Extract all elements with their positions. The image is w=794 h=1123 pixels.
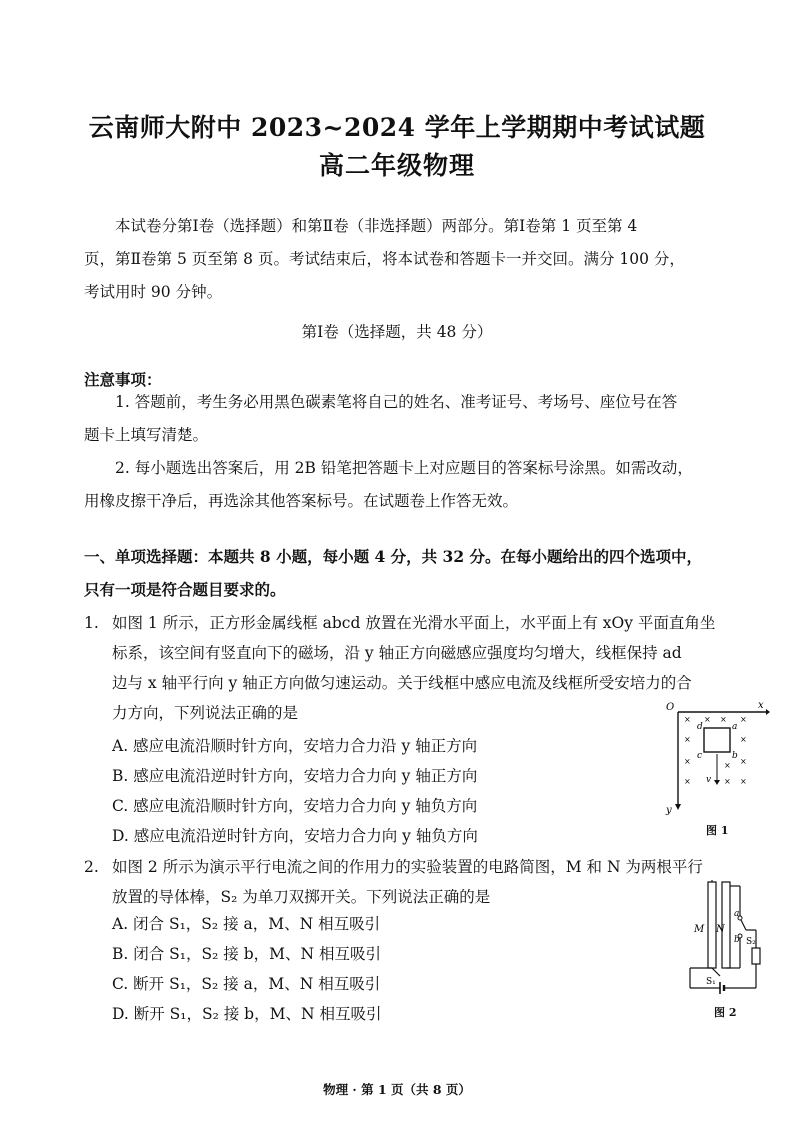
figure-2-switch-s2 xyxy=(741,920,746,930)
figure-2-caption: 图 2 xyxy=(714,1006,737,1019)
field-cross: × xyxy=(720,715,727,724)
page-footer: 物理 · 第 1 页（共 8 页） xyxy=(323,1082,471,1097)
figure-1-y-arrow xyxy=(675,804,681,810)
question-2-option-a: A. 闭合 S₁，S₂ 接 a，M、N 相互吸引 xyxy=(112,915,381,933)
notice-item-2-line-2: 用橡皮擦干净后，再选涂其他答案标号。在试题卷上作答无效。 xyxy=(84,492,519,510)
question-2-line-1: 如图 2 所示为演示平行电流之间的作用力的实验装置的电路简图，M 和 N 为两根平行 xyxy=(112,858,703,876)
notice-item-1-line-1: 1. 答题前，考生务必用黑色碳素笔将自己的姓名、准考证号、考场号、座位号在答 xyxy=(115,393,678,411)
field-cross: × xyxy=(740,777,747,786)
figure-1-diagram xyxy=(660,700,770,820)
figure-2-circuit xyxy=(684,880,770,998)
question-1-option-c: C. 感应电流沿顺时针方向，安培力合力向 y 轴负方向 xyxy=(112,797,478,815)
field-cross: × xyxy=(684,777,691,786)
figure-2-label-n: N xyxy=(716,924,725,935)
field-cross: × xyxy=(740,757,747,766)
figure-1-x-arrow xyxy=(766,709,770,715)
field-cross: × xyxy=(684,735,691,744)
intro-line-2: 页，第Ⅱ卷第 5 页至第 8 页。考试结束后，将本试卷和答题卡一并交回。满分 100 分， xyxy=(84,250,685,268)
field-cross: × xyxy=(740,735,747,744)
field-cross: × xyxy=(724,761,731,770)
field-cross: × xyxy=(704,715,711,724)
figure-1-label-v: v xyxy=(706,775,712,785)
question-1-line-1: 如图 1 所示，正方形金属线框 abcd 放置在光滑水平面上，水平面上有 xOy 平面直角坐 xyxy=(112,614,716,632)
question-1-option-a: A. 感应电流沿顺时针方向，安培力合力沿 y 轴正方向 xyxy=(112,737,478,755)
figure-2-rod-m xyxy=(708,882,716,968)
figure-1-square-frame xyxy=(704,728,730,752)
question-2-line-2: 放置的导体棒，S₂ 为单刀双掷开关。下列说法正确的是 xyxy=(112,888,491,906)
question-2-option-b: B. 闭合 S₁，S₂ 接 b，M、N 相互吸引 xyxy=(112,945,381,963)
section-heading: 第Ⅰ卷（选择题，共 48 分） xyxy=(301,323,493,341)
notice-item-2-line-1: 2. 每小题选出答案后，用 2B 铅笔把答题卡上对应题目的答案标号涂黑。如需改动， xyxy=(115,459,693,477)
figure-1-label-b: b xyxy=(732,751,738,761)
figure-2-label-a: a xyxy=(734,909,740,919)
field-cross: × xyxy=(740,715,747,724)
question-2-option-d: D. 断开 S₁，S₂ 接 b，M、N 相互吸引 xyxy=(112,1005,382,1023)
figure-1-velocity-arrowhead xyxy=(714,780,720,785)
question-2-stem xyxy=(112,852,768,912)
question-2 xyxy=(84,852,768,912)
question-2-number: 2. xyxy=(84,858,99,876)
field-cross: × xyxy=(724,777,731,786)
figure-1-label-c: c xyxy=(697,751,703,761)
question-1-line-3: 边与 x 轴平行向 y 轴正方向做匀速运动。关于线框中感应电流及线框所受安培力的合 xyxy=(112,674,692,692)
figure-1-label-x: x xyxy=(758,700,764,711)
notice-item-1-line-2: 题卡上填写清楚。 xyxy=(84,426,209,444)
figure-2-resistor xyxy=(752,948,760,964)
field-cross: × xyxy=(684,715,691,724)
figure-1-label-d: d xyxy=(697,722,703,732)
question-1-number: 1. xyxy=(84,614,99,632)
figure-2-label-m: M xyxy=(694,924,705,935)
question-1-option-b: B. 感应电流沿逆时针方向，安培力合力向 y 轴正方向 xyxy=(112,767,478,785)
exam-subtitle: 高二年级物理 xyxy=(318,151,475,180)
figure-1-label-a: a xyxy=(732,722,738,732)
figure-2-switch-s1 xyxy=(712,968,720,976)
question-1-line-2: 标系，该空间有竖直向下的磁场，沿 y 轴正方向磁感应强度均匀增大，线框保持 ad xyxy=(112,644,682,662)
figure-1-caption: 图 1 xyxy=(706,824,729,837)
notice-items xyxy=(84,386,768,518)
question-1-option-d: D. 感应电流沿逆时针方向，安培力合力向 y 轴负方向 xyxy=(112,827,478,845)
part1-line-1: 一、单项选择题：本题共 8 小题，每小题 4 分，共 32 分。在每小题给出的四个选项中， xyxy=(84,547,703,566)
part1-instructions xyxy=(84,540,768,606)
field-cross: × xyxy=(684,757,691,766)
question-1-line-4: 力方向，下列说法正确的是 xyxy=(112,704,299,722)
figure-1-label-o: O xyxy=(666,702,675,713)
intro-paragraph xyxy=(84,210,768,309)
question-2-option-c: C. 断开 S₁，S₂ 接 a，M、N 相互吸引 xyxy=(112,975,381,993)
notice-title: 注意事项： xyxy=(84,370,162,389)
figure-2-label-b: b xyxy=(734,935,740,945)
exam-title: 云南师大附中 2023~2024 学年上学期期中考试试题 xyxy=(88,113,706,142)
intro-line-1: 本试卷分第Ⅰ卷（选择题）和第Ⅱ卷（非选择题）两部分。第Ⅰ卷第 1 页至第 4 xyxy=(115,217,638,235)
intro-line-3: 考试用时 90 分钟。 xyxy=(84,283,223,301)
figure-1-label-y: y xyxy=(666,805,672,816)
figure-2-label-s2: S₂ xyxy=(746,937,756,947)
part1-line-2: 只有一项是符合题目要求的。 xyxy=(84,580,286,599)
figure-2-label-s1: S₁ xyxy=(706,977,716,987)
